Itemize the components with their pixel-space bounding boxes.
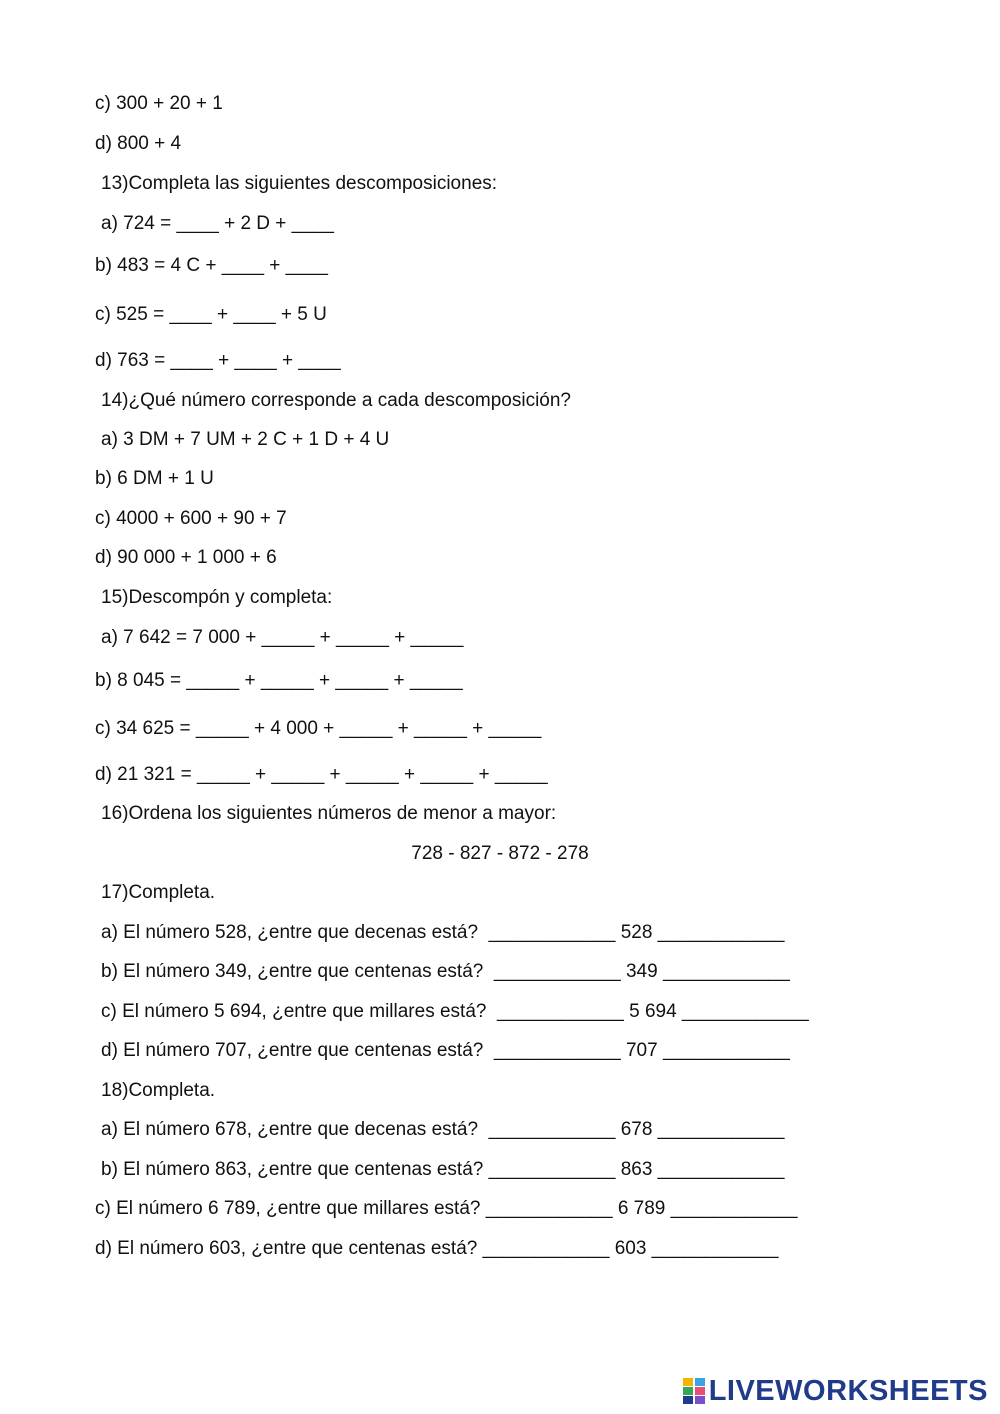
q15-item-a: a) 7 642 = 7 000 + _____ + _____ + _____ <box>101 627 464 648</box>
q15-item-c: c) 34 625 = _____ + 4 000 + _____ + _____ + _____ <box>95 718 542 739</box>
q17-item-d: d) El número 707, ¿entre que centenas está? ____________ 707 ____________ <box>101 1040 790 1061</box>
q18-item-a: a) El número 678, ¿entre que decenas está? ____________ 678 ____________ <box>101 1119 785 1140</box>
prev-item-d: d) 800 + 4 <box>95 133 182 154</box>
q17-item-c: c) El número 5 694, ¿entre que millares está? ____________ 5 694 ____________ <box>101 1001 809 1022</box>
liveworksheets-logo-text: LIVEWORKSHEETS <box>708 1374 988 1407</box>
q15-item-b: b) 8 045 = _____ + _____ + _____ + _____ <box>95 670 463 691</box>
liveworksheets-logo[interactable] <box>683 1374 988 1408</box>
q14-item-a: a) 3 DM + 7 UM + 2 C + 1 D + 4 U <box>101 429 390 450</box>
q13-title: 13)Completa las siguientes descomposiciones: <box>101 173 498 194</box>
liveworksheets-logo-icon <box>683 1378 705 1404</box>
q18-item-d: d) El número 603, ¿entre que centenas está? ____________ 603 ____________ <box>95 1238 779 1259</box>
q18-title: 18)Completa. <box>101 1080 216 1101</box>
q18-item-c: c) El número 6 789, ¿entre que millares está? ____________ 6 789 ____________ <box>95 1198 798 1219</box>
q14-item-b: b) 6 DM + 1 U <box>95 468 214 489</box>
q16-numbers: 728 - 827 - 872 - 278 <box>411 843 589 864</box>
q17-title: 17)Completa. <box>101 882 216 903</box>
q17-item-a: a) El número 528, ¿entre que decenas está? ____________ 528 ____________ <box>101 922 785 943</box>
q14-title: 14)¿Qué número corresponde a cada descomposición? <box>101 390 571 411</box>
q17-item-b: b) El número 349, ¿entre que centenas está? ____________ 349 ____________ <box>101 961 790 982</box>
q13-item-b: b) 483 = 4 C + ____ + ____ <box>95 255 328 276</box>
prev-item-c: c) 300 + 20 + 1 <box>95 93 223 114</box>
q18-item-b: b) El número 863, ¿entre que centenas está? ____________ 863 ____________ <box>101 1159 785 1180</box>
q16-title: 16)Ordena los siguientes números de menor a mayor: <box>101 803 557 824</box>
q13-item-c: c) 525 = ____ + ____ + 5 U <box>95 304 327 325</box>
q13-item-a: a) 724 = ____ + 2 D + ____ <box>101 213 334 234</box>
q15-item-d: d) 21 321 = _____ + _____ + _____ + _____ + _____ <box>95 764 548 785</box>
q15-title: 15)Descompón y completa: <box>101 587 333 608</box>
q14-item-c: c) 4000 + 600 + 90 + 7 <box>95 508 287 529</box>
q14-item-d: d) 90 000 + 1 000 + 6 <box>95 547 277 568</box>
q13-item-d: d) 763 = ____ + ____ + ____ <box>95 350 341 371</box>
